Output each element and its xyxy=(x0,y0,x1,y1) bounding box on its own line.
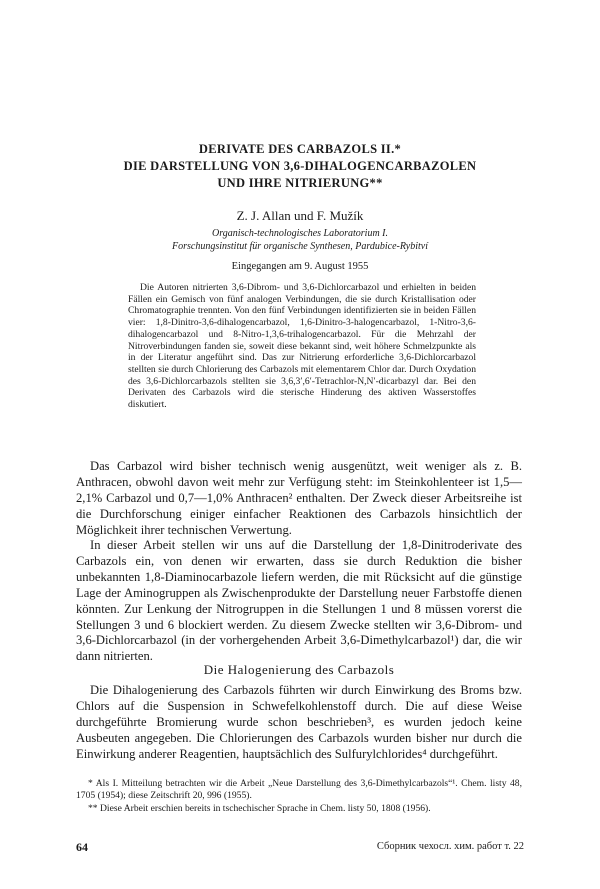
footnote-2: ** Diese Arbeit erschien bereits in tschechischer Sprache in Chem. listy 50, 1808 (1956). xyxy=(88,803,431,814)
article-title-line-1: DERIVATE DES CARBAZOLS II.* xyxy=(198,142,402,156)
body-paragraph-3: Die Dihalogenierung des Carbazols führten wir durch Einwirkung des Broms bzw. Chlors auf die Suspension in Schwefelkohlenstoff durch. Die auf diese Weise durchgeführte Bromierung wurde schon beschrieben³, es wurden jedoch keine Ausbeuten angegeben. Die Chlorierungen des Carbazols wurden bisher nur durch die Einwirkung anderer Reagentien, hauptsächlich des Sulfurylchlorides⁴ durchgeführt. xyxy=(76,683,522,761)
abstract: Die Autoren nitrierten 3,6-Dibrom- und 3,6-Dichlorcarbazol und erhielten in beiden Fällen ein Gemisch von fünf analogen Verbindungen, die sie durch Kristallisation oder Chromatographie trennten. Von den fünf Verbindungen identifizierten sie in beiden Fällen vier: 1,8-Dinitro-3,6-dihalogencarbazol, 1,6-Dinitro-3-halogencarbazol, 1-Nitro-3,6-dihalogencarbazol und 8-Nitro-1,3,6-trihalogencarbazol. Für die Mehrzahl der Nitroverbindungen fanden sie, soweit diese bekannt sind, weit höhere Schmelzpunkte als in der Literatur angeführt sind. Das zur Nitrierung erforderliche 3,6-Dichlorcarbazol stellten sie durch Chlorierung des Carbazols mit elementarem Chlor dar. Durch Oxydation des 3,6-Dichlorcarbazols stellten sie 3,6,3′,6′-Tetrachlor-N,N′-dicarbazyl dar. Bei den Derivaten des Carbazols wird die sterische Hinderung des aktiven Wasserstoffes diskutiert. xyxy=(128,282,476,411)
section-heading: Die Halogenierung des Carbazols xyxy=(203,662,395,677)
journal-name: Сборник чехосл. хим. работ т. 22 xyxy=(376,841,524,852)
page-number: 64 xyxy=(76,840,88,854)
article-title-line-2: DIE DARSTELLUNG VON 3,6-DIHALOGENCARBAZOLEN xyxy=(123,159,477,173)
affiliation-line-2: Forschungsinstitut für organische Synthesen, Pardubice-Rybitví xyxy=(172,241,428,252)
affiliation-line-1: Organisch-technologisches Laboratorium I. xyxy=(211,228,388,239)
received-date: Eingegangen am 9. August 1955 xyxy=(231,261,369,272)
body-paragraph-1: Das Carbazol wird bisher technisch wenig ausgenützt, weit weniger als z. B. Anthracen, obwohl davon weit mehr zur Verfügung steht: im Steinkohlenteer ist 1,5—2,1% Carbazol und 0,7—1,0% Anthracen² enthalten. Der Zweck dieser Arbeitsreihe ist die Durchforschung einiger einfacher Reaktionen des Carbazols hinsichtlich der Möglichkeit ihrer technischen Verwertung. xyxy=(76,459,522,537)
authors: Z. J. Allan und F. Mužík xyxy=(236,208,364,223)
article-title-line-3: UND IHRE NITRIERUNG** xyxy=(217,176,383,190)
footnote-1: * Als I. Mitteilung betrachten wir die Arbeit „Neue Darstellung des 3,6-Dimethylcarbazols“¹. Chem. listy 48, 1705 (1954); diese Zeitschrift 20, 996 (1955). xyxy=(76,778,522,802)
body-paragraph-2: In dieser Arbeit stellen wir uns auf die Darstellung der 1,8-Dinitroderivate des Carbazols ein, von denen wir erwarten, dass sie durch Reduktion die bisher unbekannten 1,8-Diaminocarbazole liefern werden, die mit Rücksicht auf die günstige Lage der Aminogruppen als Zwischenprodukte der Darstellung neuer Farbstoffe dienen könnten. Zur Lenkung der Nitrogruppen in die Stellungen 1 und 8 müssen vorerst die Stellungen 3 und 6 blockiert werden. Zu diesem Zwecke stellten wir 3,6-Dibrom- und 3,6-Dichlorcarbazol (in der vorhergehenden Arbeit 3,6-Dimethylcarbazol¹) dar, die wir dann nitrierten. xyxy=(76,538,522,664)
